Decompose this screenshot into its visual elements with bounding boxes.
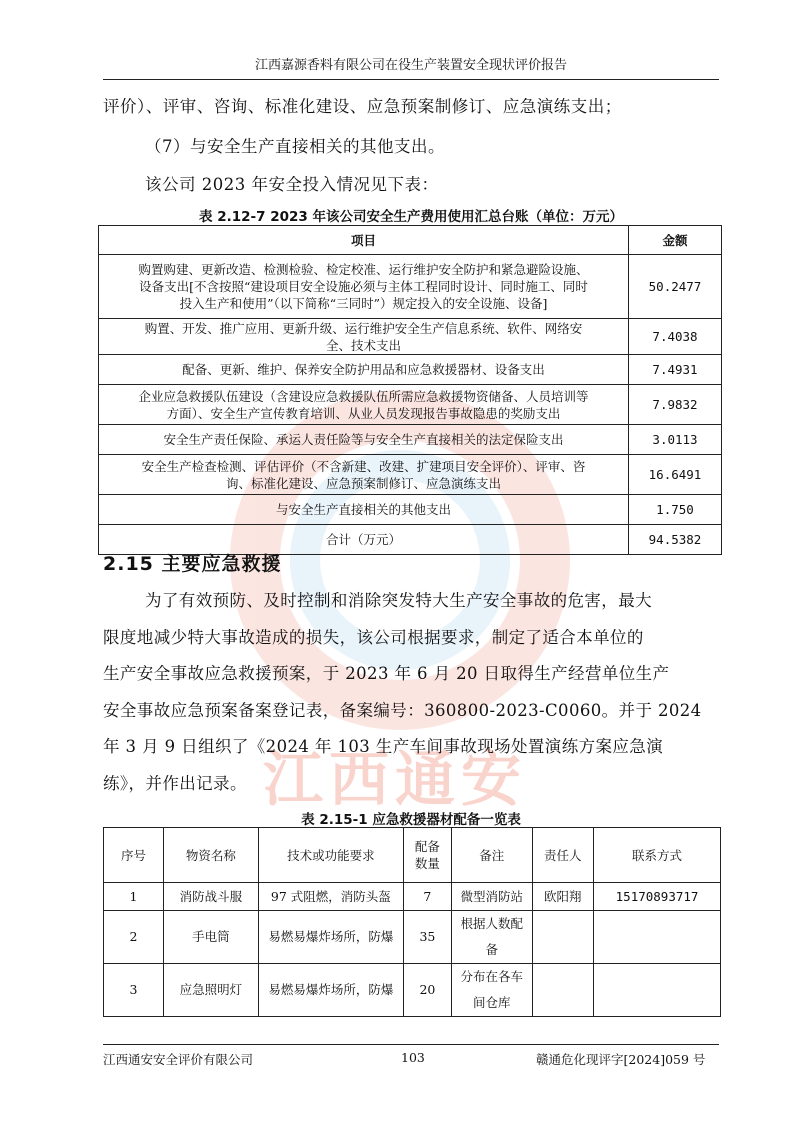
table-row <box>99 255 722 319</box>
table-row <box>99 455 722 495</box>
table-cell: 20 <box>403 964 451 1017</box>
cell-item-line: 安全生产责任保险、承运人责任险等与安全生产直接相关的法定保险支出 <box>163 432 564 447</box>
table-cell: 易燃易爆炸场所，防爆 <box>258 911 403 964</box>
header-item: 项目 <box>99 226 629 255</box>
cell-item-line: 购置购建、更新改造、检测检验、检定校准、运行维护安全防护和紧急避险设施、 <box>138 262 589 277</box>
cell-item-line: 与安全生产直接相关的其他支出 <box>275 502 451 517</box>
table-row <box>99 425 722 455</box>
table-row <box>104 883 721 911</box>
table-cell <box>594 911 721 964</box>
cell-amount: 16.6491 <box>629 455 722 495</box>
table-row <box>99 355 722 385</box>
cell-amount: 1.750 <box>629 495 722 525</box>
table1-caption: 表 2.12-7 2023 年该公司安全生产费用使用汇总台账（单位：万元） <box>199 209 623 225</box>
cell-amount: 7.9832 <box>629 385 722 425</box>
table-cell <box>532 964 594 1017</box>
table-cell: 1 <box>104 883 164 911</box>
footer-divider <box>103 1044 719 1045</box>
body-line: 为了有效预防、及时控制和消除突发特大生产安全事故的危害，最大 <box>145 591 652 610</box>
cell-item-line: 购置、开发、推广应用、更新升级、运行维护安全生产信息系统、软件、网络安 <box>144 320 583 336</box>
body-line: 限度地减少特大事故造成的损失，该公司根据要求，制定了适合本单位的 <box>103 627 644 647</box>
table-row <box>104 911 721 964</box>
footer-page-number: 103 <box>401 1050 425 1065</box>
cell-item <box>99 319 629 355</box>
cell-amount: 7.4931 <box>629 355 722 385</box>
table-cell: 15170893717 <box>594 883 721 911</box>
cell-item-line: 投入生产和使用”（以下简称“三同时”）规定投入的安全设施、设备] <box>179 296 548 311</box>
table-cell <box>594 964 721 1017</box>
table-cell: 根据人数配 备 <box>451 911 532 964</box>
table-row <box>99 495 722 525</box>
cell-item-line: 企业应急救援队伍建设（含建设应急救援队伍所需应急救援物资储备、人员培训等 <box>138 388 589 404</box>
cell-item-line: 设备支出[不含按照“建设项目安全设施必须与主体工程同时设计、同时施工、同时 <box>139 279 588 294</box>
table-cell: 97 式阻燃，消防头盔 <box>258 883 403 911</box>
body-line: 练》，并作出记录。 <box>103 773 247 793</box>
cell-item-line: 合计（万元） <box>325 532 401 547</box>
cell-item <box>99 455 629 495</box>
cell-item-line: 安全生产检查检测、评估评价（不含新建、改建、扩建项目安全评价）、评审、咨 <box>141 458 586 474</box>
cell-item <box>99 495 629 525</box>
table-cell: 易燃易爆炸场所，防爆 <box>258 964 403 1017</box>
table-row <box>99 385 722 425</box>
column-header: 责任人 <box>532 828 594 883</box>
cell-item-line: 方面）、安全生产宣传教育培训、从业人员发现报告事故隐患的奖励支出 <box>166 405 561 421</box>
cell-item <box>99 425 629 455</box>
cell-item-line: 配备、更新、维护、保养安全防护用品和应急救援器材、设备支出 <box>182 362 545 377</box>
cell-item <box>99 385 629 425</box>
table-cell: 欧阳翔 <box>532 883 594 911</box>
cell-item <box>99 255 629 319</box>
cell-amount: 50.2477 <box>629 255 722 319</box>
body-line: 安全事故应急预案备案登记表，备案编号：360800-2023-C0060。并于 2024 <box>103 700 702 720</box>
table-cell: 微型消防站 <box>451 883 532 911</box>
header-amount: 金额 <box>629 226 722 255</box>
table-cell <box>532 911 594 964</box>
body-line: 生产安全事故应急救援预案，于 2023 年 6 月 20 日取得生产经营单位生产 <box>103 664 670 683</box>
footer-company: 江西通安安全评价有限公司 <box>103 1052 254 1067</box>
section-title: 2.15 主要应急救援 <box>103 553 282 575</box>
table2-caption: 表 2.15-1 应急救援器材配备一览表 <box>301 812 521 828</box>
table-cell: 应急照明灯 <box>163 964 258 1017</box>
page-header: 江西嘉源香料有限公司在役生产装置安全现状评价报告 <box>103 54 719 80</box>
cell-amount: 3.0113 <box>629 425 722 455</box>
table-cell: 手电筒 <box>163 911 258 964</box>
intro-line-3: 该公司 2023 年安全投入情况见下表： <box>145 175 439 194</box>
cell-amount: 94.5382 <box>629 525 722 555</box>
column-header: 序号 <box>104 828 164 883</box>
table-row <box>104 964 721 1017</box>
cell-amount: 7.4038 <box>629 319 722 355</box>
body-paragraph <box>103 583 719 802</box>
table-cell: 分布在各车 间仓库 <box>451 964 532 1017</box>
intro-line-1: 评价）、评审、咨询、标准化建设、应急预案制修订、应急演练支出； <box>103 97 622 116</box>
table-cell: 消防战斗服 <box>163 883 258 911</box>
svg-text:江西通安: 江西通安 <box>263 745 527 815</box>
equipment-table <box>103 827 721 1017</box>
intro-line-2: （7）与安全生产直接相关的其他支出。 <box>145 137 445 156</box>
cell-item-line: 询、标准化建设、应急预案制修订、应急演练支出 <box>225 475 501 491</box>
table-cell: 2 <box>104 911 164 964</box>
cell-item <box>99 355 629 385</box>
table-cell: 35 <box>403 911 451 964</box>
column-header: 物资名称 <box>163 828 258 883</box>
body-line: 年 3 月 9 日组织了《2024 年 103 生产车间事故现场处置演练方案应急演 <box>103 737 664 756</box>
footer-doc-number: 赣通危化现评字[2024]059 号 <box>536 1052 706 1067</box>
column-header: 配备 数量 <box>403 828 451 883</box>
table-row <box>99 319 722 355</box>
column-header: 联系方式 <box>594 828 721 883</box>
cell-item-line: 全、技术支出 <box>325 337 401 353</box>
column-header: 技术或功能要求 <box>258 828 403 883</box>
column-header: 备注 <box>451 828 532 883</box>
table-cell: 7 <box>403 883 451 911</box>
table-cell: 3 <box>104 964 164 1017</box>
safety-cost-table <box>98 225 722 555</box>
